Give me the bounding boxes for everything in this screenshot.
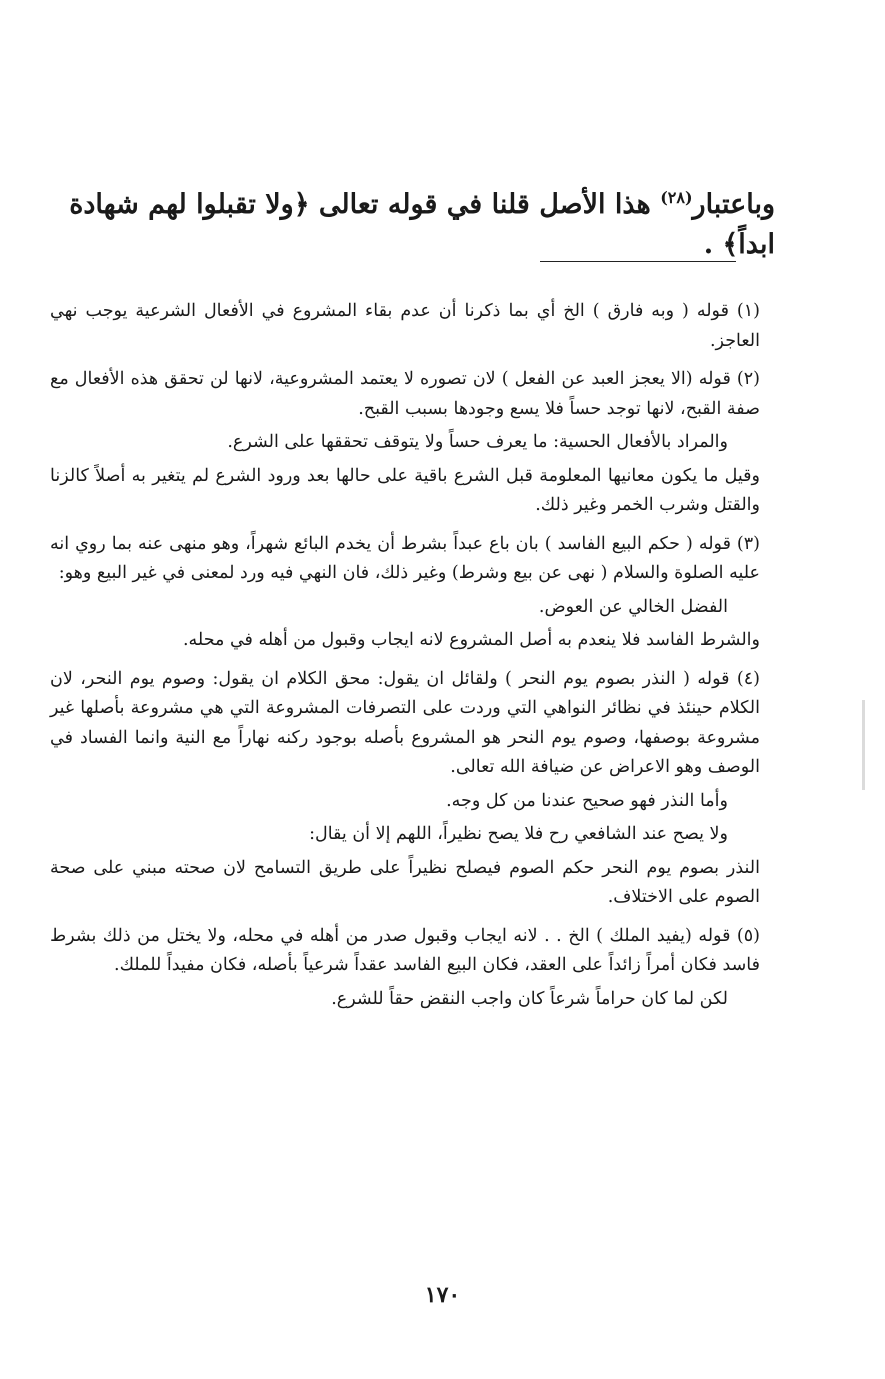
footnote-ref-28: (٢٨) bbox=[660, 188, 693, 207]
footnote-2-para-3: وقيل ما يكون معانيها المعلومة قبل الشرع باقية على حالها بعد ورود الشرع لم يتغير به أصلاً كالزنا والقتل وشرب الخمر وغير ذلك. bbox=[50, 465, 760, 515]
footnote-3-para-3: والشرط الفاسد فلا ينعدم به أصل المشروع لانه ايجاب وقبول من أهله في محله. bbox=[182, 630, 760, 650]
page-number: ١٧٠ bbox=[424, 1282, 461, 1308]
footnote-5 bbox=[50, 922, 760, 1015]
footnote-separator-rule bbox=[540, 261, 736, 262]
footnote-2 bbox=[50, 365, 760, 521]
footnote-3-para-1: (٣) قوله ( حكم البيع الفاسد ) بان باع عبداً بشرط أن يخدم البائع شهراً، وهو منهى عنه بما روي انه عليه الصلوة والسلام ( نهى عن بيع وشرط) وغير ذلك، فان النهي فيه ورد لمعنى في غير البيع وهو: bbox=[50, 533, 760, 583]
footnote-4-para-2: وأما النذر فهو صحيح عندنا من كل وجه. bbox=[446, 790, 728, 811]
main-text-line bbox=[40, 178, 775, 265]
footnote-3-para-2: الفضل الخالي عن العوض. bbox=[538, 596, 728, 617]
footnote-5-para-1: (٥) قوله (يفيد الملك ) الخ . . لانه ايجاب وقبول صدر من أهله في محله، ولا يختل من ذلك بشرط فاسد فكان أمراً زائداً على العقد، فكان البيع الفاسد عقداً شرعياً بأصله، فكان مفيداً للملك. bbox=[50, 925, 760, 975]
footnote-2-para-1: (٢) قوله (الا يعجز العبد عن الفعل ) لان تصوره لا يعتمد المشروعية، لانها لن تحقق هذه الأفعال مع صفة القبح، لانها توجد حساً فلا يسع وجودها بسبب القبح. bbox=[50, 369, 760, 419]
footnotes-section bbox=[50, 297, 760, 1023]
footnote-5-para-2: لكن لما كان حراماً شرعاً كان واجب النقض حقاً للشرع. bbox=[331, 988, 728, 1009]
footnote-4-para-1: (٤) قوله ( النذر بصوم يوم النحر ) ولقائل ان يقول: محق الكلام ان يقول: وصوم يوم النحر، لان الكلام حينئذ في نظائر النواهي التي وردت على التصرفات المشروعة التي هي مشروعة بأصلها غير مشروعة بوصفها، وصوم يوم النحر هو المشروع بأصله بوجود ركنه نهاراً مع النية وانما الفساد في الوصف وهو الاعراض عن ضيافة الله تعالى. bbox=[50, 668, 760, 777]
footnote-4-para-3: ولا يصح عند الشافعي رح فلا يصح نظيراً، اللهم إلا أن يقال: bbox=[309, 824, 728, 844]
main-text-after: هذا الأصل قلنا في قوله تعالى ﴿ولا تقبلوا لهم شهادة ابداً﴾ . bbox=[69, 189, 775, 260]
footnote-3 bbox=[50, 530, 760, 656]
footnote-1-para-1: (١) قوله ( وبه فارق ) الخ أي بما ذكرنا أن عدم بقاء المشروع في الأفعال الشرعية يوجب نهي العاجز. bbox=[50, 301, 760, 351]
main-text-before: وباعتبار bbox=[692, 189, 775, 220]
footnote-1 bbox=[50, 297, 760, 356]
footnote-4-para-4: النذر بصوم يوم النحر حكم الصوم فيصلح نظيراً على طريق التسامح لان صحته مبني على صحة الصوم على الاختلاف. bbox=[50, 857, 760, 907]
scan-margin-mark bbox=[862, 700, 865, 790]
footnote-2-para-2: والمراد بالأفعال الحسية: ما يعرف حساً ولا يتوقف تحققها على الشرع. bbox=[227, 432, 728, 452]
footnote-4 bbox=[50, 665, 760, 913]
